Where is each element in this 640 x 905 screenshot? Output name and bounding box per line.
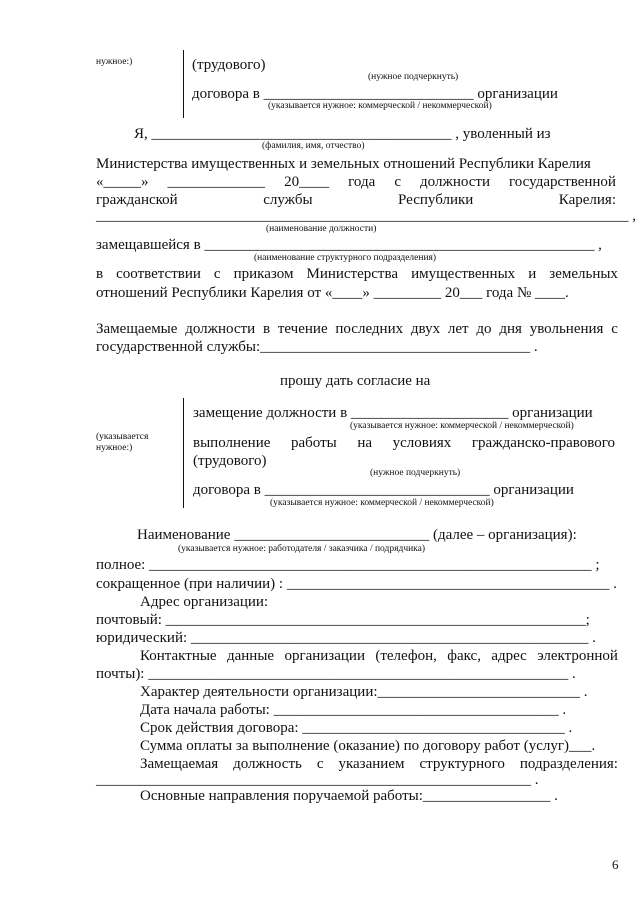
request-title: прошу дать согласие на bbox=[280, 373, 431, 389]
fio-hint: (фамилия, имя, отчество) bbox=[262, 141, 365, 151]
word: работы bbox=[290, 435, 337, 451]
labor-text: (трудового) bbox=[192, 57, 266, 73]
work-line bbox=[193, 434, 615, 452]
directions-line: Основные направления поручаемой работы:_________________ . bbox=[140, 788, 558, 804]
bracket-line-top bbox=[183, 50, 184, 118]
contract-line: договора в ____________________________ организации bbox=[192, 86, 558, 102]
position-hint: (наименование должности) bbox=[266, 224, 377, 234]
org-type-hint: (указывается нужное: коммерческой / некоммерческой) bbox=[268, 101, 492, 111]
word: последних bbox=[335, 321, 404, 337]
word: данные bbox=[226, 648, 275, 664]
word: Республики bbox=[398, 192, 474, 208]
word: факс, bbox=[447, 648, 481, 664]
bracket-line-request bbox=[183, 398, 184, 508]
word: Замещаемая bbox=[140, 756, 219, 772]
contacts-line-2: почты): ________________________________________________________ . bbox=[96, 666, 576, 682]
ministry-line: Министерства имущественных и земельных отношений Республики Карелия bbox=[96, 156, 591, 172]
underline-hint: (нужное подчеркнуть) bbox=[368, 72, 459, 82]
replacing-line: замещавшейся в ____________________________________________________ , bbox=[96, 237, 602, 253]
side-note-request: (указывается нужное:) bbox=[96, 432, 149, 453]
word: лет bbox=[447, 321, 469, 337]
word: гражданской bbox=[96, 192, 178, 208]
word: должности bbox=[185, 321, 256, 337]
labor-text-request: (трудового) bbox=[193, 453, 267, 469]
word: Карелия: bbox=[558, 192, 616, 208]
word: указанием bbox=[338, 756, 405, 772]
order-line-1 bbox=[96, 265, 618, 283]
address-title: Адрес организации: bbox=[140, 594, 269, 610]
positions-line-1 bbox=[96, 320, 618, 338]
word: увольнения bbox=[529, 321, 604, 337]
order-line-2: отношений Республики Карелия от «____» _________ 20___ года № ____. bbox=[96, 285, 569, 301]
word: приказом bbox=[233, 266, 294, 282]
payment-line: Сумма оплаты за выполнение (оказание) по договору работ (услуг)___. bbox=[140, 738, 596, 754]
replace-line: замещение должности в _____________________ организации bbox=[193, 405, 593, 421]
date-day: «_____» bbox=[96, 174, 149, 190]
word: в bbox=[262, 321, 271, 337]
word: на bbox=[357, 435, 373, 451]
word: организации bbox=[284, 648, 365, 664]
word: имущественных bbox=[411, 266, 516, 282]
word: земельных bbox=[549, 266, 618, 282]
word: до bbox=[476, 321, 492, 337]
word: дня bbox=[499, 321, 522, 337]
org-full-name: полное: ___________________________________________________________ ; bbox=[96, 557, 600, 573]
word: с bbox=[316, 756, 324, 772]
word: Министерства bbox=[306, 266, 399, 282]
word: Контактные bbox=[140, 648, 217, 664]
word: подразделения: bbox=[519, 756, 618, 772]
word: и bbox=[528, 266, 537, 282]
legal-address: юридический: _____________________________________________________ . bbox=[96, 630, 596, 646]
postal-address: почтовый: ________________________________________________________; bbox=[96, 612, 590, 628]
date-month: _____________ bbox=[167, 174, 266, 190]
org-name-line: Наименование __________________________ (далее – организация): bbox=[137, 527, 577, 543]
position-blank: _______________________________________________________________________ , bbox=[96, 208, 636, 224]
contract-term-line: Срок действия договора: ___________________________________ . bbox=[140, 720, 573, 736]
word: (телефон, bbox=[375, 648, 437, 664]
applicant-name-line: Я, ________________________________________ , уволенный из bbox=[134, 126, 551, 142]
word: в bbox=[96, 266, 104, 282]
word: с bbox=[611, 321, 618, 337]
activity-line: Характер деятельности организации:___________________________ . bbox=[140, 684, 588, 700]
unit-hint: (наименование структурного подразделения) bbox=[254, 253, 437, 263]
positions-line-2: государственной службы:____________________________________ . bbox=[96, 339, 538, 355]
word: выполнение bbox=[193, 435, 271, 451]
word: должность bbox=[233, 756, 302, 772]
word: государственной bbox=[509, 174, 616, 190]
contract-line-request: договора в ______________________________ организации bbox=[193, 482, 574, 498]
word: двух bbox=[410, 321, 441, 337]
word: Замещаемые bbox=[96, 321, 178, 337]
page-number: 6 bbox=[612, 857, 619, 872]
position-line-2: __________________________________________________________ . bbox=[96, 772, 539, 788]
org-type-hint-request: (указывается нужное: коммерческой / некоммерческой) bbox=[350, 421, 574, 431]
word: с bbox=[213, 266, 221, 282]
word: должности bbox=[420, 174, 490, 190]
underline-hint-request: (нужное подчеркнуть) bbox=[370, 468, 461, 478]
start-date-line: Дата начала работы: ______________________________________ . bbox=[140, 702, 567, 718]
word: условиях bbox=[392, 435, 452, 451]
word: структурного bbox=[419, 756, 505, 772]
org-name-hint: (указывается нужное: работодателя / заказчика / подрядчика) bbox=[178, 544, 426, 554]
side-note-top: нужное:) bbox=[96, 57, 133, 67]
word: гражданско-правового bbox=[471, 435, 615, 451]
org-type-hint-request-2: (указывается нужное: коммерческой / некоммерческой) bbox=[270, 498, 494, 508]
word: соответствии bbox=[116, 266, 201, 282]
word: службы bbox=[263, 192, 313, 208]
contacts-line-1 bbox=[140, 647, 618, 665]
org-short-name: сокращенное (при наличии) : ___________________________________________ . bbox=[96, 576, 617, 592]
word: электронной bbox=[537, 648, 618, 664]
word: с bbox=[394, 174, 401, 190]
word: года bbox=[348, 174, 376, 190]
word: течение bbox=[277, 321, 328, 337]
date-line bbox=[96, 173, 616, 191]
word: адрес bbox=[491, 648, 527, 664]
date-year: 20____ bbox=[284, 174, 330, 190]
